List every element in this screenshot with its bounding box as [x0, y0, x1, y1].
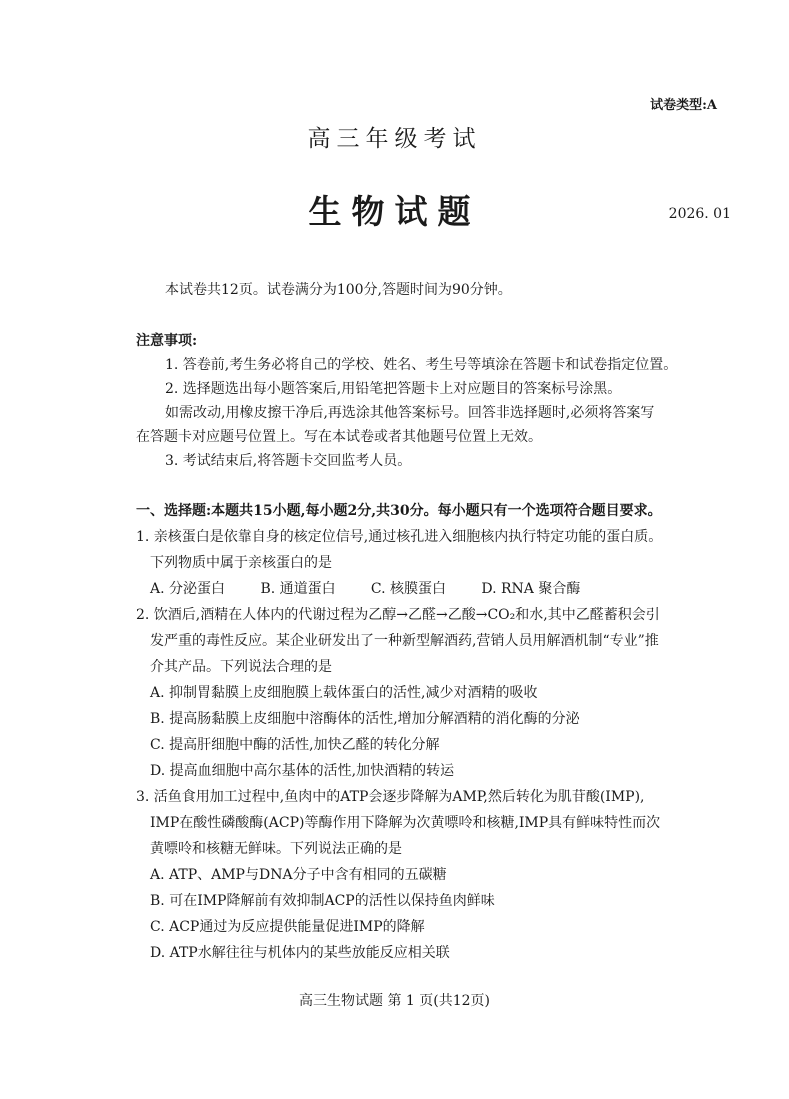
question-stem: 1. 亲核蛋白是依靠自身的核定位信号,通过核孔进入细胞核内执行特定功能的蛋白质。 — [136, 529, 663, 545]
question-stem: 3. 活鱼食用加工过程中,鱼肉中的ATP会逐步降解为AMP,然后转化为肌苷酸(IMP), — [136, 789, 645, 805]
option: C. ACP通过为反应提供能量促进IMP的降解 — [150, 919, 425, 935]
question-stem: 下列物质中属于亲核蛋白的是 — [150, 555, 332, 571]
notice-line: 2. 选择题选出每小题答案后,用铅笔把答题卡上对应题目的答案标号涂黑。 — [165, 381, 622, 397]
notice-line: 在答题卡对应题号位置上。写在本试卷或者其他题号位置上无效。 — [136, 429, 542, 445]
question-stem: IMP在酸性磷酸酶(ACP)等酶作用下降解为次黄嘌呤和核糖,IMP具有鲜味特性而次 — [150, 815, 661, 831]
notice-line: 1. 答卷前,考生务必将自己的学校、姓名、考生号等填涂在答题卡和试卷指定位置。 — [165, 357, 678, 373]
section-title: 一、选择题:本题共15小题,每小题2分,共30分。每小题只有一个选项符合题目要求。 — [136, 503, 662, 519]
question-stem: 黄嘌呤和核糖无鲜味。下列说法正确的是 — [150, 841, 402, 857]
question-options — [150, 578, 580, 598]
option: C. 提高肝细胞中酶的活性,加快乙醛的转化分解 — [150, 737, 440, 753]
paper-type-label: 试卷类型:A — [650, 98, 717, 113]
option: A. ATP、AMP与DNA分子中含有相同的五碳糖 — [150, 867, 447, 883]
option: A. 抑制胃黏膜上皮细胞膜上载体蛋白的活性,减少对酒精的吸收 — [150, 685, 538, 701]
notice-line: 3. 考试结束后,将答题卡交回监考人员。 — [165, 453, 412, 469]
notice-line: 如需改动,用橡皮擦干净后,再选涂其他答案标号。回答非选择题时,必须将答案写 — [165, 405, 655, 421]
option: B. 提高肠黏膜上皮细胞中溶酶体的活性,增加分解酒精的消化酶的分泌 — [150, 711, 580, 727]
exam-date: 2026. 01 — [668, 206, 731, 222]
option: B. 可在IMP降解前有效抑制ACP的活性以保持鱼肉鲜味 — [150, 893, 495, 909]
option: D. RNA 聚合酶 — [481, 581, 581, 597]
question-stem: 发严重的毒性反应。某企业研发出了一种新型解酒药,营销人员用解酒机制“专业”推 — [150, 633, 659, 649]
option: D. ATP水解往往与机体内的某些放能反应相关联 — [150, 945, 450, 961]
option: B. 通道蛋白 — [260, 581, 336, 597]
notice-title: 注意事项: — [136, 333, 198, 349]
option: D. 提高血细胞中高尔基体的活性,加快酒精的转运 — [150, 763, 455, 779]
intro-text: 本试卷共12页。试卷满分为100分,答题时间为90分钟。 — [165, 282, 512, 298]
exam-title: 高三年级考试 — [307, 126, 482, 152]
option: A. 分泌蛋白 — [150, 581, 226, 597]
page-footer: 高三生物试题 第 1 页(共12页) — [299, 993, 490, 1009]
question-stem: 介其产品。下列说法合理的是 — [150, 659, 332, 675]
option: C. 核膜蛋白 — [370, 581, 447, 597]
question-stem: 2. 饮酒后,酒精在人体内的代谢过程为乙醇→乙醛→乙酸→CO₂和水,其中乙醛蓄积会引 — [136, 607, 660, 623]
subject-title: 生物试题 — [308, 192, 481, 231]
